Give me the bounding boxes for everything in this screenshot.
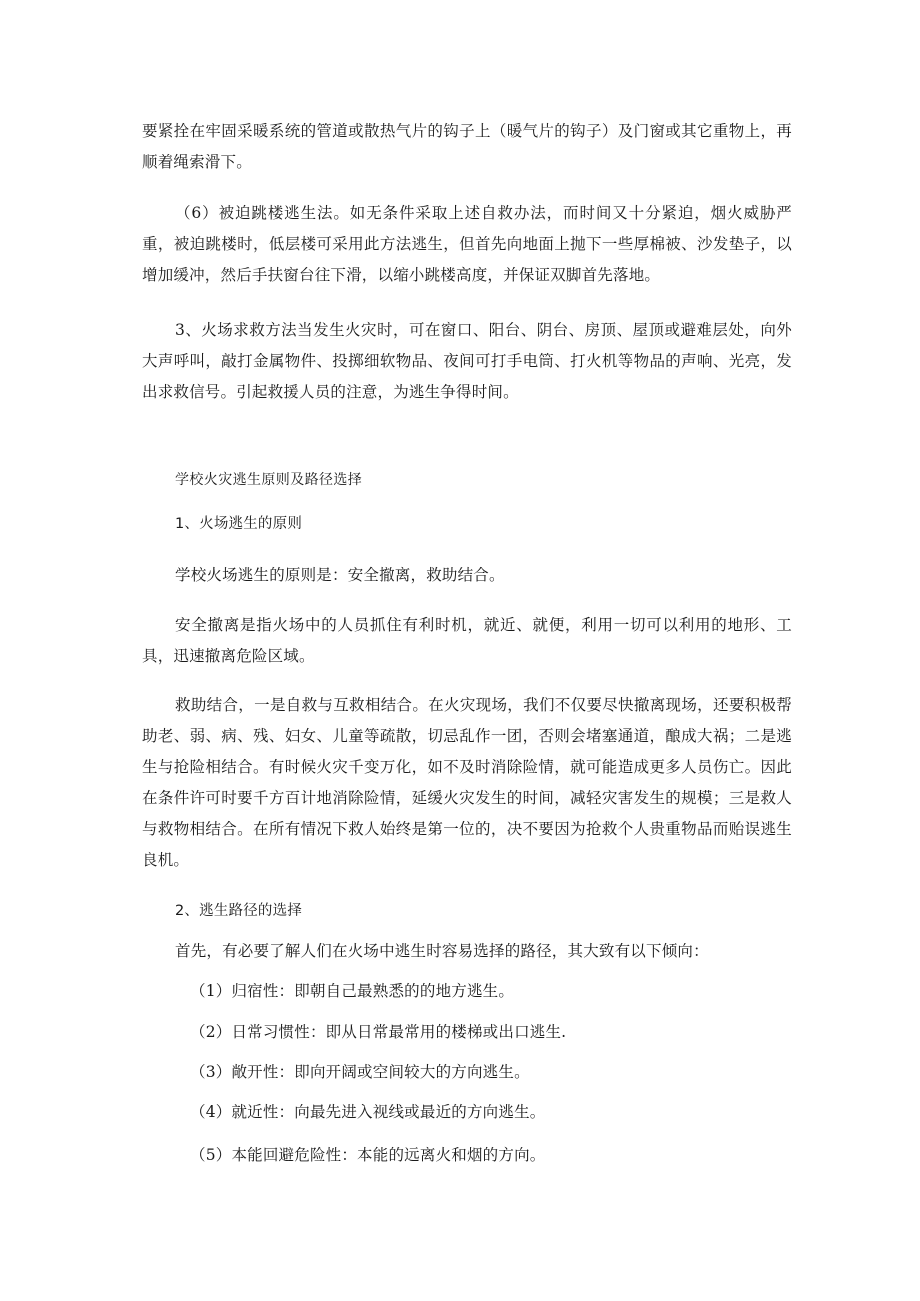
route-intro: 首先，有必要了解人们在火场中逃生时容易选择的路径，其大致有以下倾向：	[175, 942, 709, 960]
list-item: （3）敞开性：即向开阔或空间较大的方向逃生。	[190, 1063, 530, 1081]
paragraph-call-for-help: 3、火场求救方法当发生火灾时，可在窗口、阳台、阴台、房顶、屋顶或避难层处，向外大声呼叫，敲打金属物件、投掷细软物品、夜间可打手电筒、打火机等物品的声响、光亮，发出求救信号。引起救援人员的注意，为逃生争得时间。	[142, 321, 792, 401]
list-item: （5）本能回避危险性：本能的远离火和烟的方向。	[190, 1146, 546, 1164]
subheading-escape-principle: 1、火场逃生的原则	[175, 516, 303, 532]
subheading-escape-route: 2、逃生路径的选择	[175, 903, 303, 919]
list-item: （1）归宿性：即朝自己最熟悉的的地方逃生。	[190, 982, 515, 1000]
paragraph-forced-jump: （6）被迫跳楼逃生法。如无条件采取上述自救办法，而时间又十分紧迫，烟火威胁严重，被迫跳楼时，低层楼可采用此方法逃生，但首先向地面上抛下一些厚棉被、沙发垫子，以增加缓冲，然后手扶窗台往下滑，以缩小跳楼高度，并保证双脚首先落地。	[142, 204, 792, 284]
principle-statement: 学校火场逃生的原则是：安全撤离，救助结合。	[175, 566, 505, 584]
paragraph-safe-evacuation: 安全撤离是指火场中的人员抓住有利时机，就近、就便，利用一切可以利用的地形、工具，迅速撤离危险区域。	[142, 616, 792, 665]
section-title: 学校火灾逃生原则及路径选择	[175, 472, 363, 488]
list-item: （4）就近性：向最先进入视线或最近的方向逃生。	[190, 1103, 546, 1121]
paragraph-rescue-combination: 救助结合，一是自救与互救相结合。在火灾现场，我们不仅要尽快撤离现场，还要积极帮助老、弱、病、残、妇女、儿童等疏散，切忌乱作一团，否则会堵塞通道，酿成大祸；二是逃生与抢险相结合。有时候火灾千变万化，如不及时消除险情，就可能造成更多人员伤亡。因此在条件许可时要千方百计地消除险情，延缓火灾发生的时间，减轻灾害发生的规模；三是救人与救物相结合。在所有情况下救人始终是第一位的，决不要因为抢救个人贵重物品而贻误逃生良机。	[142, 696, 792, 869]
paragraph-rope-continuation: 要紧拴在牢固采暖系统的管道或散热气片的钩子上（暖气片的钩子）及门窗或其它重物上，再顺着绳索滑下。	[142, 122, 792, 171]
list-item: （2）日常习惯性：即从日常最常用的楼梯或出口逃生.	[190, 1023, 567, 1041]
